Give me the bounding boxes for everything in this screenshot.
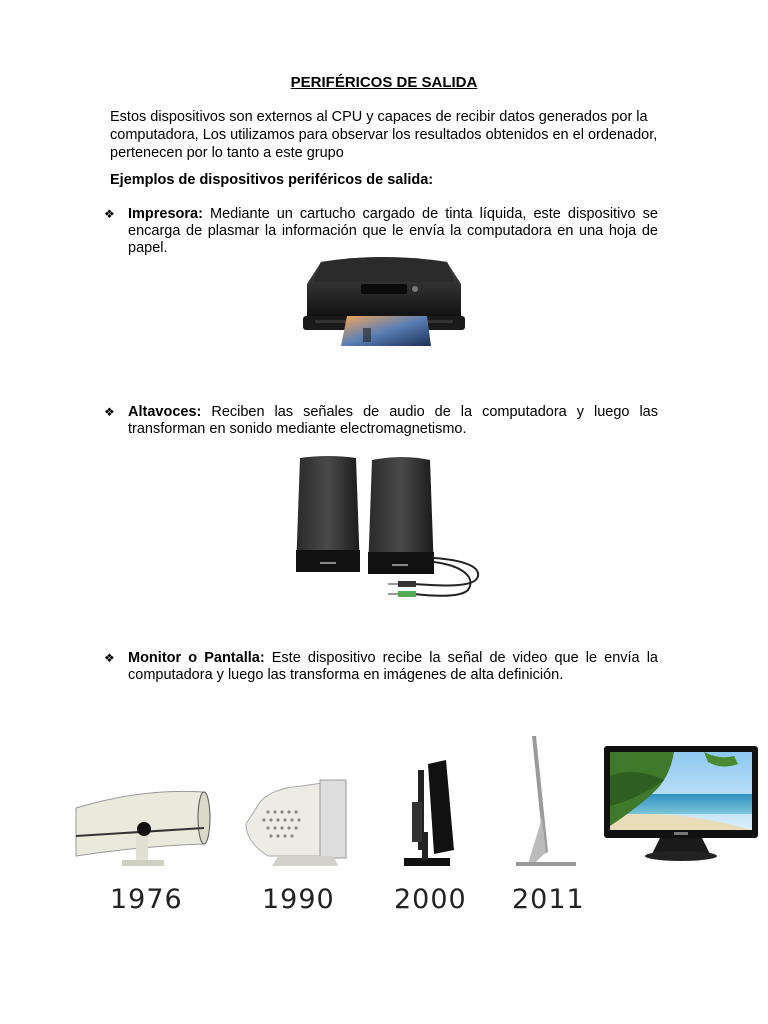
item-description: Reciben las señales de audio de la computadora y luego las transforman en sonido mediante electromagnetismo. bbox=[128, 404, 658, 437]
monitor-1990-icon bbox=[246, 780, 346, 866]
page-title: PERIFÉRICOS DE SALIDA bbox=[290, 74, 478, 91]
diamond-bullet-icon: ❖ bbox=[104, 207, 115, 221]
diamond-bullet-icon: ❖ bbox=[104, 651, 115, 665]
monitor-evolution-icon bbox=[72, 732, 592, 877]
monitor-2011-icon bbox=[516, 736, 576, 866]
year-label-1976: 1976 bbox=[110, 884, 183, 915]
speakers-image bbox=[292, 454, 482, 604]
item-term: Altavoces: bbox=[128, 404, 202, 420]
year-label-2000: 2000 bbox=[394, 884, 467, 915]
diamond-bullet-icon: ❖ bbox=[104, 405, 115, 419]
flat-monitor-icon bbox=[604, 746, 758, 864]
list-item-impresora bbox=[104, 206, 658, 257]
examples-heading: Ejemplos de dispositivos periféricos de salida: bbox=[110, 172, 434, 188]
monitor-2000-icon bbox=[404, 760, 454, 866]
monitor-1976-icon bbox=[76, 791, 210, 866]
item-description: Este dispositivo recibe la señal de video que le envía la computadora y luego las transforma en imágenes de alta definición. bbox=[128, 650, 659, 683]
speakers-icon bbox=[292, 454, 482, 604]
year-label-2011: 2011 bbox=[512, 884, 585, 915]
item-description: Mediante un cartucho cargado de tinta líquida, este dispositivo se encarga de plasmar la información que le envía la computadora en una hoja de papel. bbox=[128, 206, 658, 256]
flat-monitor-image bbox=[604, 746, 758, 864]
item-term: Impresora: bbox=[128, 206, 203, 222]
year-label-1990: 1990 bbox=[262, 884, 335, 915]
printer-icon bbox=[303, 254, 465, 348]
item-term: Monitor o Pantalla: bbox=[128, 650, 265, 666]
list-item-monitor bbox=[104, 650, 659, 684]
monitor-evolution-image bbox=[72, 732, 592, 877]
list-item-altavoces bbox=[104, 404, 658, 438]
printer-image bbox=[303, 254, 465, 348]
intro-paragraph: Estos dispositivos son externos al CPU y capaces de recibir datos generados por la computadora, Los utilizamos para observar los resultados obtenidos en el ordenador, pertenecen por lo tanto a este grupo bbox=[110, 109, 658, 161]
